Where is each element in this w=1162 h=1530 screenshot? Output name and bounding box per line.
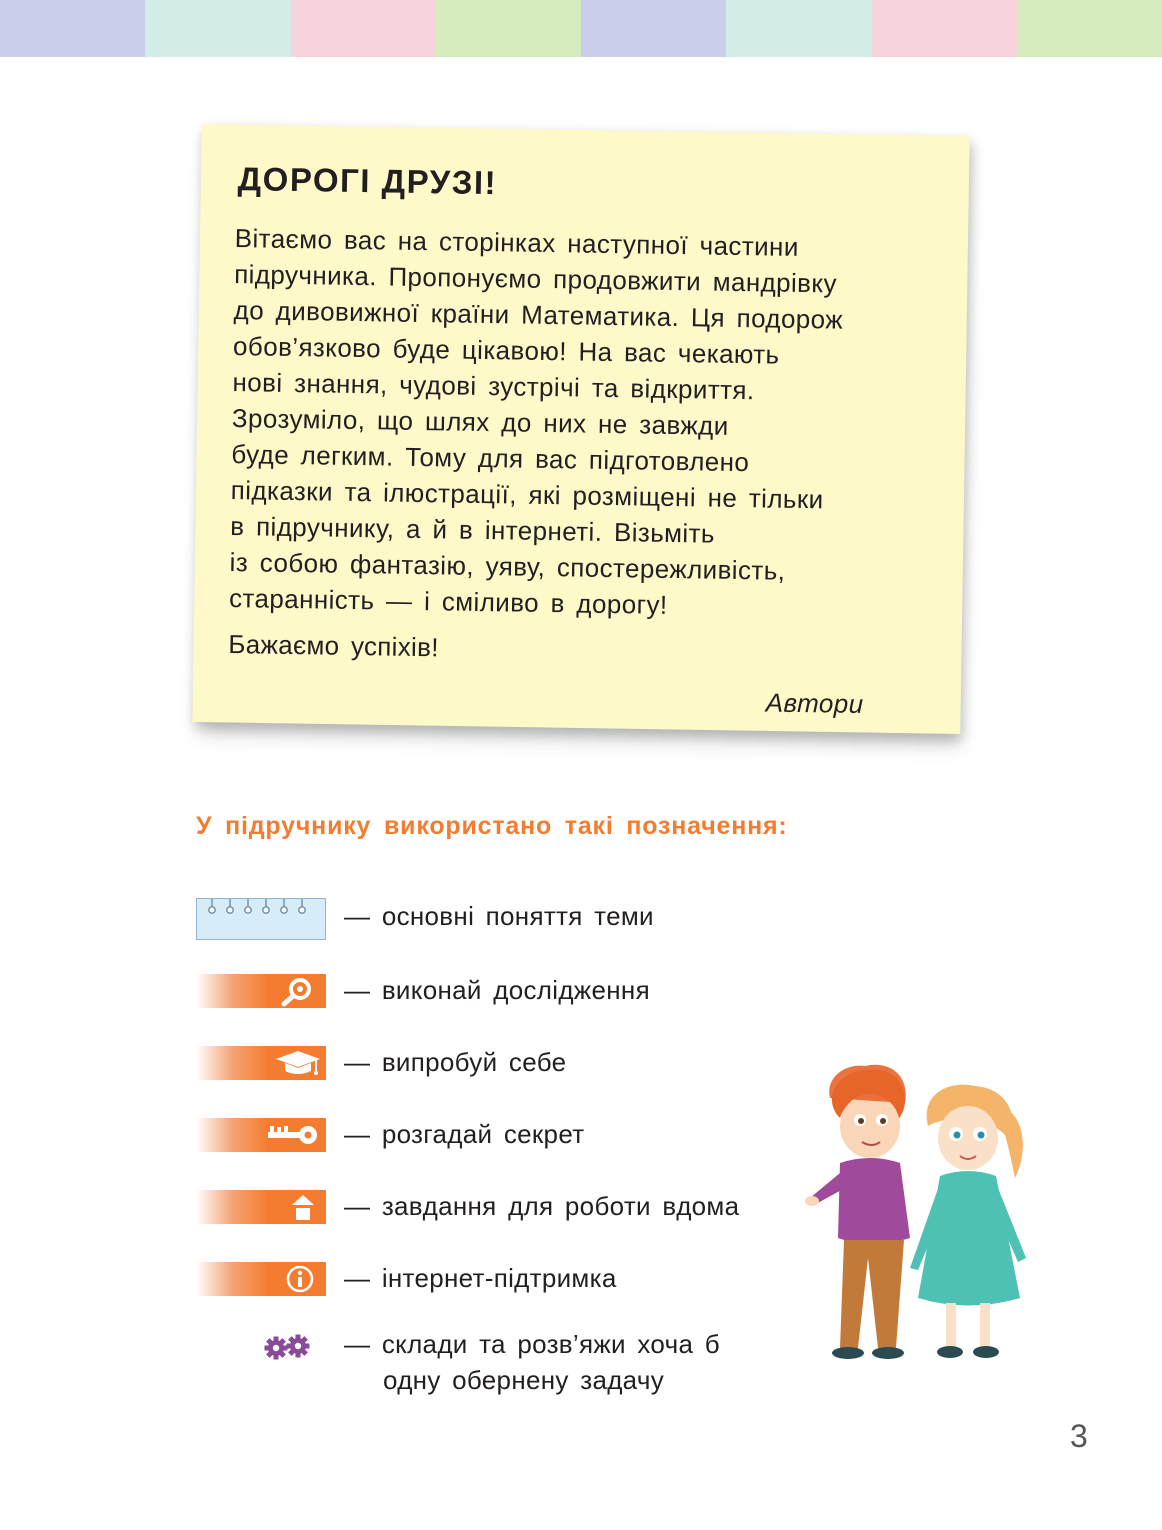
note-line: буде легким. Тому для вас підготовлено [231,439,750,478]
top-bar-segment [0,0,145,57]
note-wish: Бажаємо успіхів! [228,629,439,663]
note-title: ДОРОГІ ДРУЗІ! [237,160,498,202]
children-illustration [800,1058,1040,1398]
note-line: нові знання, чудові зустрічі та відкриття. [232,367,755,406]
top-bar-segment [872,0,1017,57]
note-line: до дивовижної країни Математика. Ця подорож [233,295,844,335]
note-signature: Автори [765,687,864,719]
info-icon [196,1260,326,1296]
legend-text: — розгадай секрет [344,1119,585,1149]
top-bar-segment [291,0,436,57]
top-bar-segment [581,0,726,57]
legend-text: — завдання для роботи вдома [344,1191,740,1221]
legend-text: — склади та розв’яжи хоча б [344,1329,720,1359]
legend-text: — інтернет-підтримка [344,1263,617,1293]
legend-text: — виконай дослідження [344,975,650,1005]
note-line: в підручнику, а й в інтернеті. Візьміть [230,511,716,549]
boy-figure [805,1065,910,1359]
top-bar-segment [1017,0,1162,57]
note-line: обов’язково буде цікавою! На вас чекають [232,331,780,370]
top-color-bar [0,0,1162,57]
legend-title: У підручнику використано такі позначення: [196,812,788,840]
legend-text: — випробуй себе [344,1047,567,1077]
house-icon [196,1188,326,1224]
graduation-cap-icon [196,1044,326,1080]
top-bar-segment [726,0,871,57]
note-line: підказки та ілюстрації, які розміщені не тільки [230,475,824,515]
note-line: Зрозуміло, що шлях до них не завжди [231,403,729,441]
note-line: підручника. Пропонуємо продовжити мандрівку [233,259,838,299]
note-line: старанність — і сміливо в дорогу! [228,583,668,620]
intro-note-content [223,160,932,723]
top-bar-segment [145,0,290,57]
notebook-icon [196,898,326,934]
legend-text-continued: одну обернену задачу [383,1365,665,1395]
top-bar-segment [436,0,581,57]
note-line: Вітаємо вас на сторінках наступної частини [234,223,800,262]
girl-figure [910,1085,1026,1358]
page-number: 3 [1070,1418,1088,1454]
note-line: із собою фантазію, уяву, спостережливість, [229,547,786,586]
magnifier-icon [196,972,326,1008]
key-icon [196,1116,326,1152]
legend-text: — основні поняття теми [344,901,654,931]
gears-icon [196,1326,326,1362]
note-text [227,220,931,723]
